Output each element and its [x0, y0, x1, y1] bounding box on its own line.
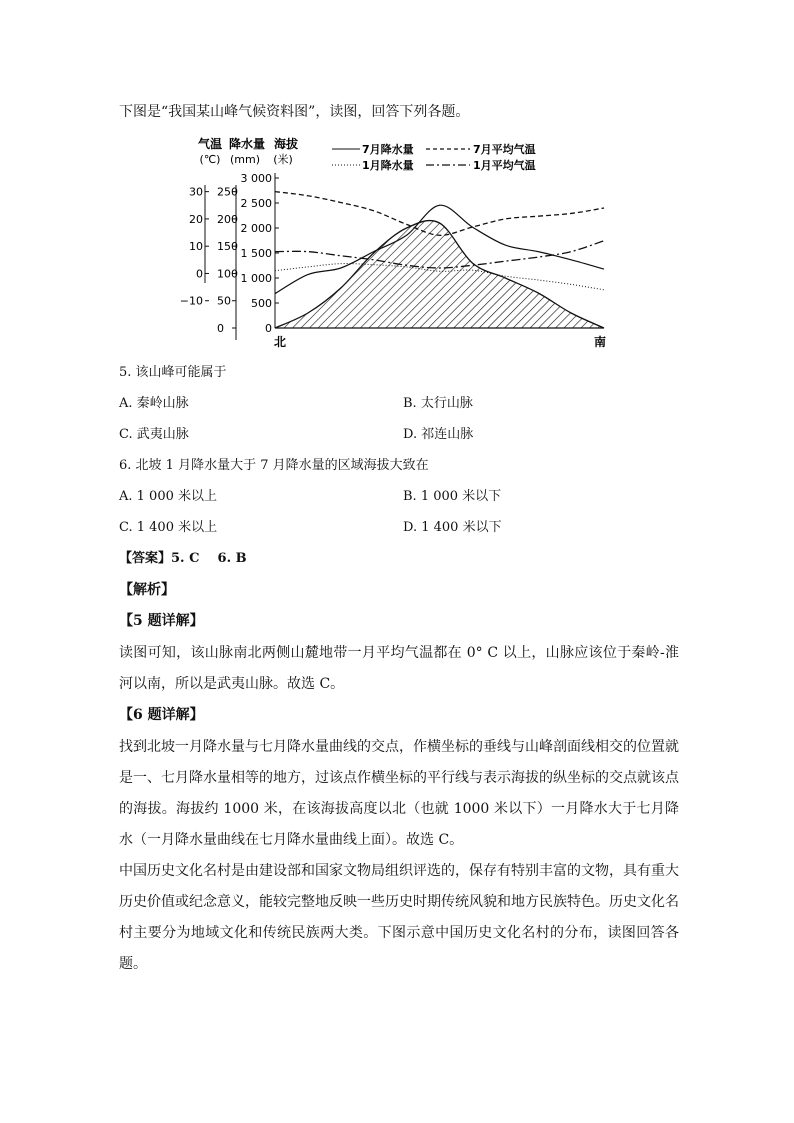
- precip-tick-label: 50: [217, 294, 231, 308]
- temp-tick-label: −10: [179, 294, 203, 308]
- detail6-label: 【6 题详解】: [119, 707, 204, 723]
- mountain-profile: [275, 221, 604, 328]
- next-question-intro: 中国历史文化名村是由建设部和国家文物局组织评选的，保存有特别丰富的文物，具有重大历史价值或纪念意义，能较完整地反映一些历史时期传统风貌和地方民族特色。历史文化名村主要分为地域文化和传统民族两大类。下图示意中国历史文化名村的分布，读图回答各题。: [119, 863, 679, 972]
- q6-option-d: D. 1 400 米以下: [403, 520, 502, 535]
- precip-axis-header: 降水量: [228, 137, 266, 151]
- temp-axis-header: 气温: [197, 137, 223, 151]
- climate-chart: [179, 133, 620, 353]
- elev-axis-unit: (米): [273, 153, 293, 166]
- precip-tick-label: 250: [217, 185, 238, 199]
- q6-stem: 6. 北坡 1 月降水量大于 7 月降水量的区域海拔大致在: [119, 458, 429, 473]
- q5-option-a: A. 秦岭山脉: [119, 396, 189, 411]
- temp-tick-label: 30: [189, 185, 203, 199]
- temp-tick-label: 0: [196, 267, 203, 281]
- detail6-text: 找到北坡一月降水量与七月降水量曲线的交点，作横坐标的垂线与山峰剖面线相交的位置就是一、七月降水量相等的地方，过该点作横坐标的平行线与表示海拔的纵坐标的交点就该点的海拔。海拔约 1000 米，在该海拔高度以北（也就 1000 米以下）一月降水大于七月降水（一月降水量曲线在七月降水量曲线上面）。故选 C。: [119, 739, 679, 848]
- legend: [332, 142, 536, 172]
- elev-tick-label: 1 500: [240, 247, 272, 260]
- temp-tick-label: 20: [189, 212, 203, 226]
- legend-jul-precip: 7月降水量: [362, 143, 414, 156]
- q5-stem: 5. 该山峰可能属于: [119, 365, 227, 380]
- answer-line: 【答案】5. C 6. B: [119, 551, 247, 566]
- precip-tick-label: 150: [217, 240, 238, 254]
- q5-option-b: B. 太行山脉: [403, 396, 473, 411]
- precip-axis-unit: (mm): [229, 153, 261, 166]
- q5-option-c: C. 武夷山脉: [119, 427, 189, 442]
- x-label-south: 南: [593, 335, 607, 349]
- analysis-label: 【解析】: [119, 582, 175, 598]
- x-label-north: 北: [273, 335, 287, 349]
- legend-jul-temp: 7月平均气温: [473, 143, 536, 156]
- elev-tick-label: 0: [265, 322, 272, 335]
- precip-tick-label: 100: [217, 267, 238, 281]
- detail5-text: 读图可知，该山脉南北两侧山麓地带一月平均气温都在 0° C 以上，山脉应该位于秦岭-淮河以南，所以是武夷山脉。故选 C。: [119, 645, 679, 692]
- elev-axis-header: 海拔: [273, 137, 299, 151]
- elev-tick-label: 3 000: [240, 172, 272, 185]
- q6-option-c: C. 1 400 米以上: [119, 520, 218, 535]
- elev-tick-label: 500: [251, 297, 272, 310]
- legend-jan-temp: 1月平均气温: [473, 159, 536, 172]
- q6-option-a: A. 1 000 米以上: [119, 489, 218, 504]
- elev-tick-label: 2 500: [240, 197, 272, 210]
- detail5-label: 【5 题详解】: [119, 613, 204, 629]
- precip-tick-label: 200: [217, 212, 238, 226]
- precip-tick-label: 0: [217, 322, 224, 335]
- elev-tick-label: 1 000: [240, 272, 272, 285]
- temp-axis-unit: (℃): [199, 153, 221, 166]
- intro-text: 下图是“我国某山峰气候资料图”，读图，回答下列各题。: [119, 104, 470, 120]
- axis-ticks: [180, 172, 279, 335]
- legend-jan-precip: 1月降水量: [362, 159, 414, 172]
- plot-area: [275, 192, 604, 328]
- temp-tick-label: 10: [189, 240, 203, 254]
- q5-option-d: D. 祁连山脉: [403, 427, 474, 442]
- elev-tick-label: 2 000: [240, 222, 272, 235]
- q6-option-b: B. 1 000 米以下: [403, 489, 502, 504]
